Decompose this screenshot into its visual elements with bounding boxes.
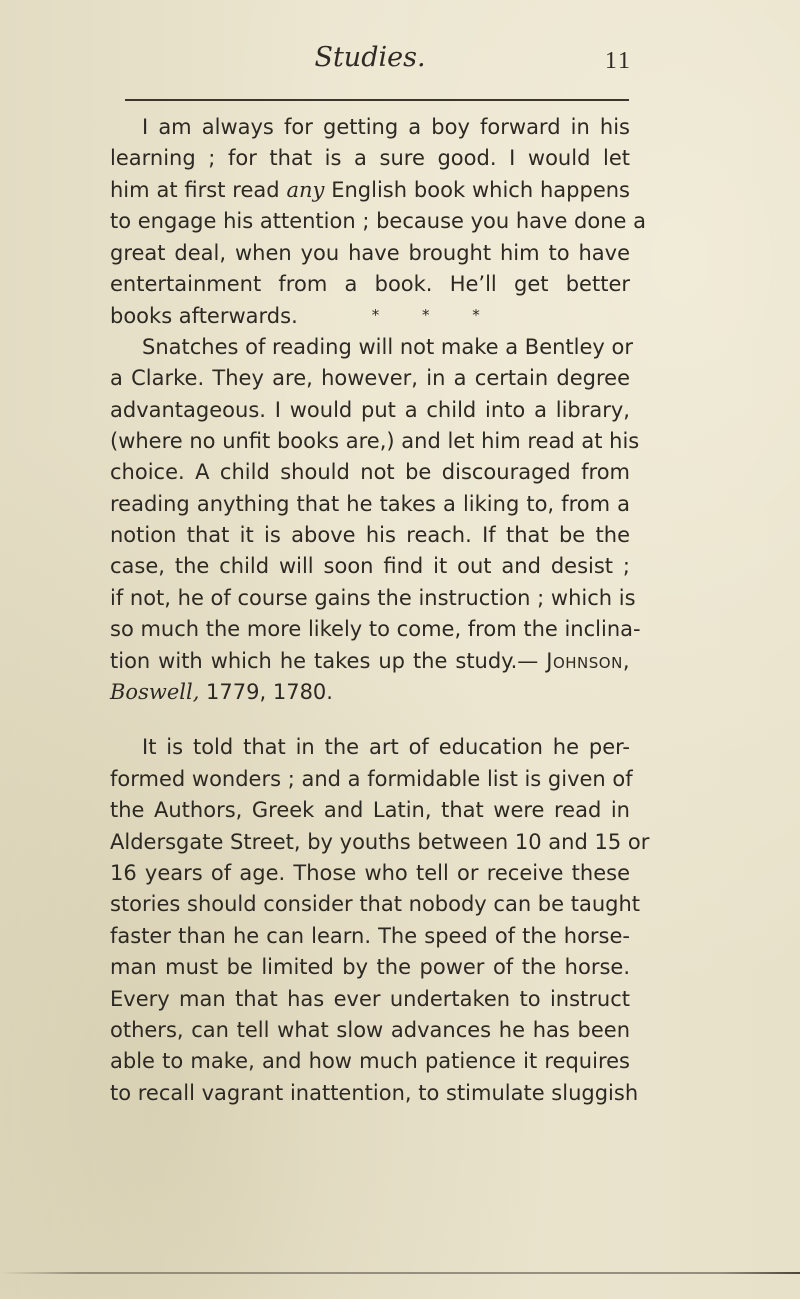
- paragraph-education: [110, 732, 650, 1109]
- text-fragment: English book which happens: [324, 177, 630, 202]
- text-line: the Authors, Greek and Latin, that were read in: [110, 798, 630, 823]
- text-line: [110, 175, 630, 206]
- header-rule: [125, 99, 629, 101]
- text-fragment: him at first read: [110, 177, 287, 202]
- paragraph-gap: [110, 708, 630, 732]
- text-line: able to make, and how much patience it requires: [110, 1049, 630, 1074]
- text-line: formed wonders ; and a formidable list is given of: [110, 766, 633, 791]
- text-line: Snatches of reading will not make a Bentley or: [142, 334, 633, 359]
- text-line: It is told that in the art of education he per-: [142, 735, 630, 760]
- emphasis-any: any: [286, 177, 325, 202]
- source-years: 1779, 1780.: [199, 680, 333, 705]
- text-line: to engage his attention ; because you have done a: [110, 209, 647, 234]
- text-line: entertainment from a book. He’ll get better: [110, 271, 630, 296]
- page-number: 11: [604, 48, 632, 74]
- running-head-title: Studies.: [314, 42, 426, 73]
- text-line: if not, he of course gains the instruction ; which is: [110, 585, 636, 610]
- text-line: great deal, when you have brought him to have: [110, 240, 630, 265]
- text-line: [110, 677, 630, 708]
- text-line: [110, 646, 630, 677]
- text-line: advantageous. I would put a child into a library,: [110, 397, 630, 422]
- text-line: faster than he can learn. The speed of the horse-: [110, 923, 630, 948]
- paragraph-johnson-quote: [110, 112, 647, 708]
- text-line: stories should consider that nobody can be taught: [110, 892, 641, 917]
- body-text: [110, 112, 650, 1109]
- text-line: choice. A child should not be discouraged from: [110, 460, 630, 485]
- text-line: notion that it is above his reach. If that be the: [110, 523, 630, 548]
- text-line: so much the more likely to come, from the inclina-: [110, 617, 641, 642]
- text-line: Aldersgate Street, by youths between 10 and 15 or: [110, 829, 650, 854]
- text-fragment: books afterwards.: [110, 304, 298, 329]
- ellipsis-asterisks: * * *: [371, 306, 480, 325]
- page-edge-line: [0, 1272, 800, 1274]
- text-line: Every man that has ever undertaken to instruct: [110, 986, 630, 1011]
- text-line: man must be limited by the power of the horse.: [110, 955, 630, 980]
- text-fragment: tion with which he takes up the study.—: [110, 648, 547, 673]
- text-line: I am always for getting a boy forward in his: [142, 115, 630, 139]
- text-line: others, can tell what slow advances he has been: [110, 1017, 630, 1042]
- text-line: [110, 300, 630, 331]
- text-line: to recall vagrant inattention, to stimulate sluggish: [110, 1080, 639, 1105]
- author-name: Johnson,: [546, 648, 630, 673]
- text-line: case, the child will soon find it out and desist ;: [110, 554, 630, 579]
- text-line: reading anything that he takes a liking to, from a: [110, 491, 630, 516]
- source-title: Boswell,: [110, 680, 200, 705]
- text-line: 16 years of age. Those who tell or receive these: [110, 860, 630, 885]
- running-head: [110, 42, 630, 88]
- text-line: (where no unfit books are,) and let him read at his: [110, 428, 640, 453]
- text-line: a Clarke. They are, however, in a certain degree: [110, 366, 630, 391]
- text-line: learning ; for that is a sure good. I would let: [110, 146, 630, 171]
